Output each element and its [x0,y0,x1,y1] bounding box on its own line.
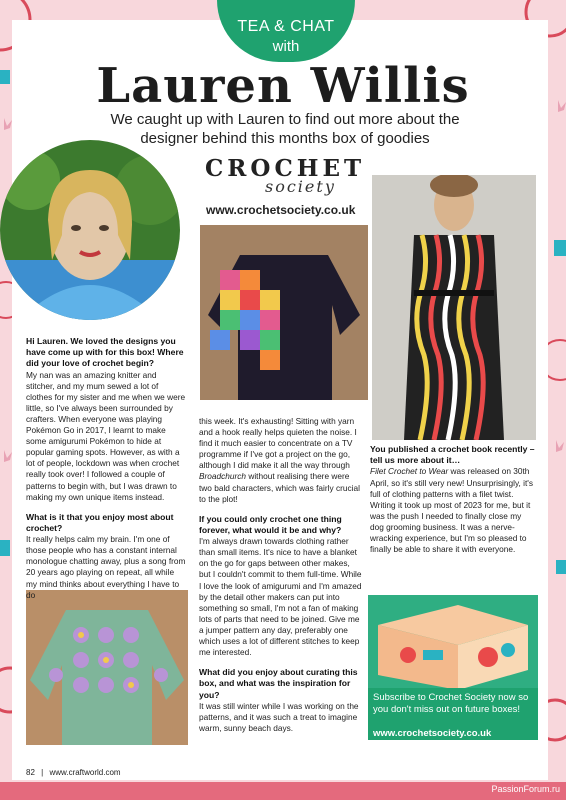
promo-link[interactable]: www.crochetsociety.co.uk [373,728,492,739]
answer-2-continued: this week. It's exhausting! Sitting with yarn and a hook really helps quieten the noise. I find it much easier to concentrate on a TV programme if I've got a project on the go, although I did make it all the way through Broadchurch without realising there were two bald characters, which was fairly crucial to the plot! [199,416,360,504]
column-1-text [26,336,186,601]
striped-dress-photo [372,175,536,440]
question-2: What is it that you enjoy most about crochet? [26,511,174,533]
article-title: Lauren Willis [96,58,470,114]
question-5: You published a crochet book recently – tell us more about it… [370,444,535,466]
website-link[interactable]: www.crochetsociety.co.uk [206,203,356,217]
question-1: Hi Lauren. We loved the designs you have come up with for this box! Where did your love of crochet begin? [26,336,184,369]
answer-5: Filet Crochet to Wear was released on 30th April, so it's still very new! Unsurprisingly, it's full of clothing patterns with a filet twist. Writing it took up most of 2023 for me, but it was the push I needed to finally close my dog grooming business. It was a nerve-wracking experience, but I'm so pleased to finally be able to share it with everyone. [370,466,534,555]
promo-text: Subscribe to Crochet Society now so you don't miss out on future boxes! [373,692,529,715]
answer-4: It was still winter while I was working on the patterns, and it was such a treat to imagine warm, sunny beach days. [199,700,359,733]
subscribe-promo [368,688,538,740]
answer-1: My nan was an amazing knitter and stitcher, and my mum sewed a lot of clothes for my sister and me when we were little, so I've always been surrounded by crafters. When everyone was playing Pokémon Go in 2017, I learnt to make some amigurumi Pokémon to hide at popular gaming spots. However, as with a lot of people, lockdown was when crochet really took over! I followed a couple of patterns to begin with, but I was drawn to making my own unique items instead. [26,369,186,502]
column-2-text [199,416,363,734]
watermark: PassionForum.ru [491,784,560,794]
answer-2: It really helps calm my brain. I'm one of those people who has a constant internal monologue chatting away, plus a song from 20 years ago playing on repeat, all while my mind thinks about everything I have to do [26,534,186,600]
answer-3: I'm always drawn towards clothing rather than small items. It's nice to have a blanket on the go for gaps between other makes, but I couldn't commit to them full-time. While I love the look of amigurumi and I'm amazed by the detail other makers can put into something so small, I'm not a fan of making lots of parts that need to be joined. Give me a jumper pattern any day, preferably one which uses a lot of different stitches to keep me interested. [199,536,362,658]
question-4: What did you enjoy about curating this box, and what was the inspiration for you? [199,667,358,700]
subscription-box-photo [368,595,538,690]
section-badge [217,0,355,62]
green-granny-jumper-photo [26,590,188,745]
show-title: Broadchurch [199,471,247,482]
crochet-society-logo: CROCHET society [205,155,366,196]
portrait-photo [0,140,180,320]
patchwork-jumper-photo [200,225,368,400]
footer-site: www.craftworld.com [49,768,121,777]
badge-subtitle: with [272,38,300,55]
question-3: If you could only crochet one thing forever, what would it be and why? [199,513,342,535]
page-number: 82 [26,768,35,777]
article-intro: We caught up with Lauren to find out more about the designer behind this months box of goodies [110,111,460,147]
badge-title: TEA & CHAT [237,18,335,35]
book-title: Filet Crochet to Wear [370,466,449,477]
column-3-text [370,444,536,555]
page-footer: 82 | www.craftworld.com [26,768,121,777]
